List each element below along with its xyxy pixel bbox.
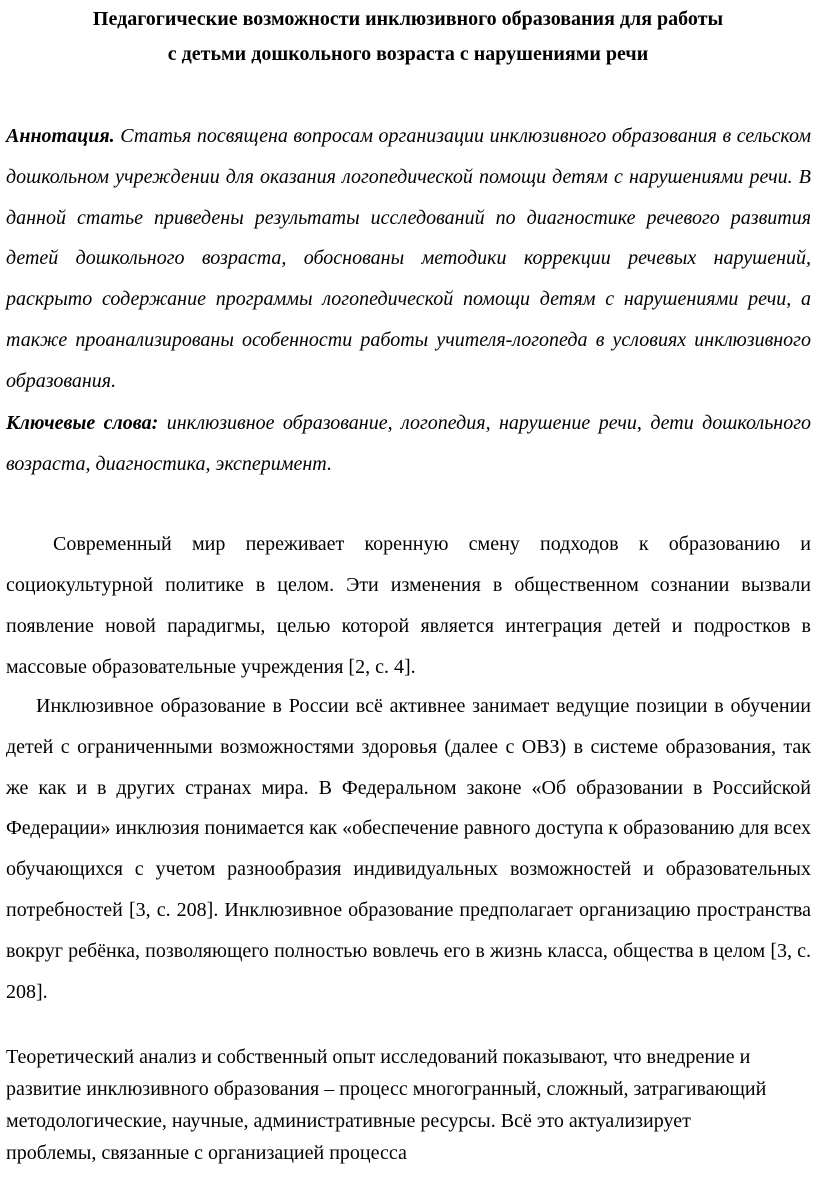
abstract-label: Аннотация. (6, 125, 115, 147)
body-paragraph-3: Теоретический анализ и собственный опыт исследований показывают, что внедрение и развитие инклюзивного образования – процесс многогранный, сложный, затрагивающий методологические, научные, административные ресурсы. Всё это актуализирует проблемы, связанные с организацией процесса (6, 1046, 767, 1164)
keywords (6, 403, 811, 485)
keywords-text: инклюзивное образование, логопедия, нарушение речи, дети дошкольного возраста, диагностика, эксперимент. (6, 412, 812, 475)
abstract (6, 116, 811, 402)
title-line-1: Педагогические возможности инклюзивного образования для работы (92, 8, 724, 30)
abstract-text: Статья посвящена вопросам организации инклюзивного образования в сельском дошкольном учреждении для оказания логопедической помощи детям с нарушениями речи. В данной статье приведены результаты исследований по диагностике речевого развития детей дошкольного возраста, обоснованы методики коррекции речевых нарушений, раскрыто содержание программы логопедической помощи детям с нарушениями речи, а также проанализированы особенности работы учителя-логопеда в условиях инклюзивного образования. (6, 125, 811, 392)
body-paragraph-1: Современный мир переживает коренную смену подходов к образованию и социокультурной политике в целом. Эти изменения в общественном сознании вызвали появление новой парадигмы, целью которой является интеграция детей и подростков в массовые образовательные учреждения [2, с. 4]. (6, 533, 811, 678)
body-paragraph-2: Инклюзивное образование в России всё активнее занимает ведущие позиции в обучении детей с ограниченными возможностями здоровья (далее с ОВЗ) в системе образования, так же как и в других странах мира. В Федеральном законе «Об образовании в Российской Федерации» инклюзия понимается как «обеспечение равного доступа к образованию для всех обучающихся с учетом разнообразия индивидуальных возможностей и образовательных потребностей [3, с. 208]. Инклюзивное образование предполагает организацию пространства вокруг ребёнка, позволяющего полностью вовлечь его в жизнь класса, общества в целом [3, с. 208]. (6, 695, 811, 1003)
keywords-label: Ключевые слова: (6, 412, 159, 434)
title-line-2: с детьми дошкольного возраста с нарушениями речи (167, 43, 649, 65)
